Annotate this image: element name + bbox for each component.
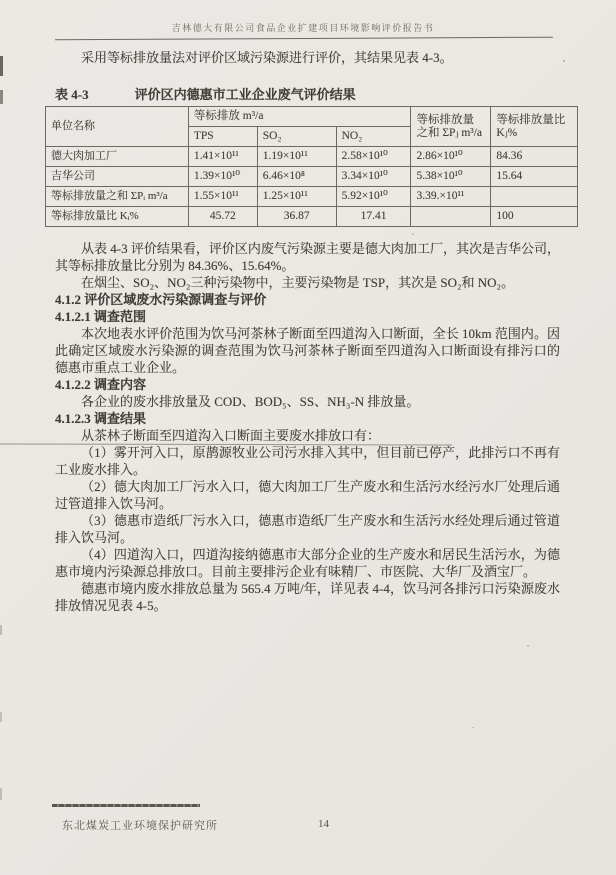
table-cell: 5.92×10¹⁰: [336, 187, 411, 207]
table-header-row: [46, 107, 578, 127]
report-header-title: 吉林德大有限公司食品企业扩建项目环境影响评价报告书: [171, 23, 435, 33]
table-caption: [55, 86, 560, 103]
table-cell: 3.34×10¹⁰: [336, 167, 411, 187]
table-row-deda-plant: [46, 147, 578, 167]
header-divider-line: [55, 37, 553, 41]
table-caption-title: 评价区内德惠市工业企业废气评价结果: [134, 87, 356, 102]
header-cell-unit-name: 单位名称: [46, 107, 189, 147]
subheader-cell-so2: SO₂: [257, 127, 336, 147]
table-cell: 84.36: [491, 147, 578, 167]
table-cell: 15.64: [491, 167, 578, 187]
binding-mark: [0, 56, 3, 76]
table-cell: 2.58×10¹⁰: [336, 147, 411, 167]
list-item-outlet-2: （2）德大肉加工厂污水入口，德大肉加工厂生产废水和生活污水经污水厂处理后通过管道排入饮马河。: [55, 479, 560, 511]
section-heading-4-1-2-2: 4.1.2.2 调查内容: [55, 377, 147, 392]
table-cell: 等标排放量比 Kᵢ%: [46, 207, 189, 227]
table-cell: 5.38×10¹⁰: [411, 167, 491, 187]
table-row-jihua-company: [46, 167, 578, 187]
paragraph-main-pollutants: 在烟尘、SO₂、NO₂三种污染物中，主要污染物是 TSP，其次是 SO₂和 NO₂。: [81, 275, 515, 290]
table-cell: 45.72: [188, 207, 257, 227]
header-cell-emission-ratio: 等标排放量比 Kⱼ%: [491, 107, 578, 147]
table-cell: 等标排放量之和 ΣPᵢ m³/a: [46, 187, 189, 207]
table-cell: [411, 207, 491, 227]
paragraph-survey-content: 各企业的废水排放量及 COD、BOD₅、SS、NH₃-N 排放量。: [81, 394, 420, 409]
emission-evaluation-table: [45, 106, 578, 227]
table-cell: 100: [491, 207, 578, 227]
binding-mark: [0, 90, 3, 104]
table-cell: 6.46×10⁸: [257, 167, 336, 187]
table-cell: 1.19×10¹¹: [257, 147, 336, 167]
table-cell: 2.86×10¹⁰: [411, 147, 491, 167]
table-cell: 17.41: [336, 207, 411, 227]
section-heading-4-1-2-3: 4.1.2.3 调查结果: [55, 411, 147, 426]
subheader-cell-tps: TPS: [188, 127, 257, 147]
table-cell: 德大肉加工厂: [46, 147, 189, 167]
footer-divider-line: [52, 804, 200, 807]
binding-mark: [0, 625, 2, 635]
table-row-emission-ratio: [46, 207, 578, 227]
scan-speck: [563, 60, 565, 62]
scan-speck: [527, 645, 529, 647]
binding-mark: [0, 788, 2, 800]
binding-mark: [0, 712, 2, 722]
scan-speck: [472, 727, 474, 728]
table-cell: 1.39×10¹⁰: [188, 167, 257, 187]
table-cell: 1.55×10¹¹: [188, 187, 257, 207]
paragraph-evaluation-result: 从表 4-3 评价结果看，评价区内废气污染源主要是德大肉加工厂，其次是吉华公司，其等标排放量比分别为 84.36%、15.64%。: [55, 241, 560, 273]
paragraph-survey-scope: 本次地表水评价范围为饮马河茶林子断面至四道沟入口断面，全长 10km 范围内。因此确定区域废水污染源的调查范围为饮马河茶林子断面至四道沟入口断面设有排污口的德惠市重点工业企业。: [55, 326, 560, 375]
section-heading-4-1-2: 4.1.2 评价区域废水污染源调查与评价: [55, 292, 267, 307]
table-cell: 1.41×10¹¹: [188, 147, 257, 167]
table-cell: 吉华公司: [46, 167, 189, 187]
table-caption-label: 表 4-3: [55, 87, 89, 102]
header-cell-emission-group: 等标排放 m³/a: [188, 107, 411, 127]
table-cell: 36.87: [257, 207, 336, 227]
list-item-outlet-3: （3）德惠市造纸厂污水入口，德惠市造纸厂生产废水和生活污水经处理后通过管道排入饮马河。: [55, 513, 560, 545]
footer-organization: 东北煤炭工业环境保护研究所: [62, 820, 218, 832]
intro-paragraph: 采用等标排放量法对评价区域污染源进行评价，其结果见表 4-3。: [81, 50, 453, 65]
table-cell: 3.39.×10¹¹: [411, 187, 491, 207]
table-cell: 1.25×10¹¹: [257, 187, 336, 207]
paragraph-wastewater-total: 德惠市境内废水排放总量为 565.4 万吨/年，详见表 4-4，饮马河各排污口污染源废水排放情况见表 4-5。: [55, 581, 560, 613]
subheader-cell-no2: NO₂: [336, 127, 411, 147]
table-row-emission-sum: [46, 187, 578, 207]
header-cell-emission-sum: 等标排放量之和 ΣPⱼ m³/a: [411, 107, 491, 147]
document-body: [51, 49, 566, 614]
table-cell: [491, 187, 578, 207]
footer-page-number: 14: [318, 818, 329, 830]
section-heading-4-1-2-1: 4.1.2.1 调查范围: [55, 309, 147, 324]
list-item-outlet-4: （4）四道沟入口，四道沟接纳德惠市大部分企业的生产废水和居民生活污水，为德惠市境内污染源总排放口。目前主要排污企业有味精厂、市医院、大华厂及酒宝厂。: [55, 547, 560, 579]
paragraph-results-intro: 从茶林子断面至四道沟入口断面主要废水排放口有：: [81, 428, 381, 443]
list-item-outlet-1: （1）雾开河入口，原鹊源牧业公司污水排入其中，但目前已停产，此排污口不再有工业废水排入。: [55, 445, 560, 477]
